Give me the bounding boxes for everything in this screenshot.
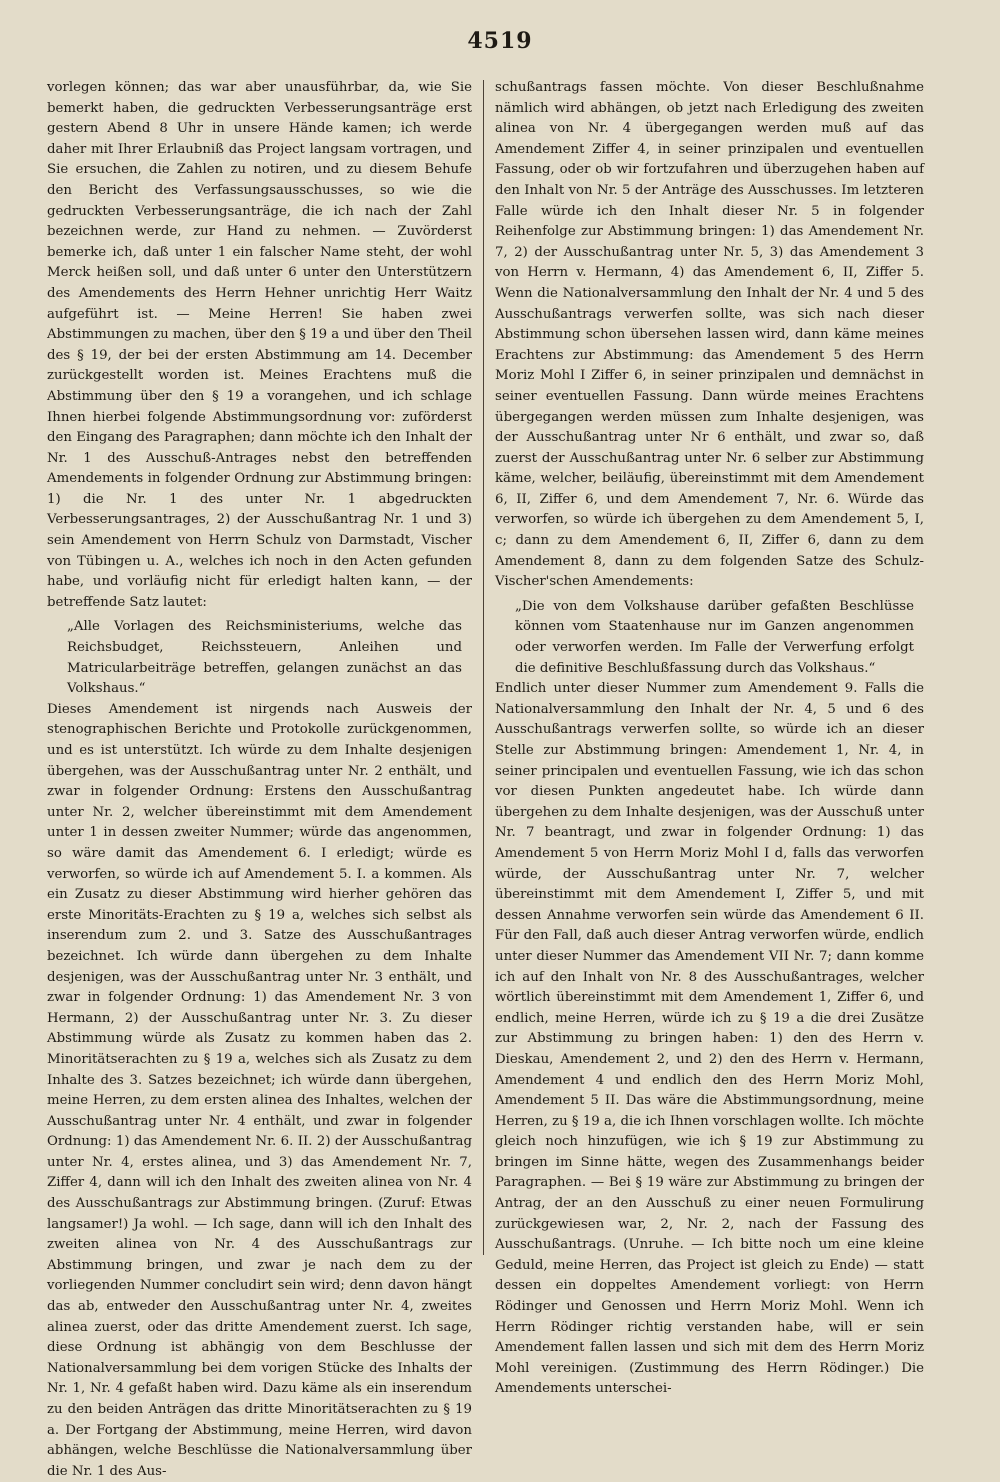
page-number: 4519 xyxy=(467,28,533,54)
right-column xyxy=(495,78,924,1397)
left-quote: „Alle Vorlagen des Reichsministeriums, welche das Reichsbudget, Reichssteuern, Anleihen und Matricularbeiträge betreffen, gelangen zunächst an das Volkshaus.“ xyxy=(67,619,462,697)
column-divider xyxy=(483,80,484,1255)
left-column xyxy=(47,78,472,1479)
right-quote: „Die von dem Volkshause darüber gefaßten Beschlüsse können vom Staatenhause nur im Ganzen angenommen oder verworfen werden. Im Falle der Verwerfung erfolgt die definitive Beschlußfassung durch das Volkshaus.“ xyxy=(515,598,914,676)
left-paragraph-2: Dieses Amendement ist nirgends nach Ausweis der stenographischen Berichte und Protokolle zurückgenommen, und es ist unterstützt. Ich würde zu dem Inhalte desjenigen übergehen, was der Ausschußantrag unter Nr. 2 enthält, und zwar in folgender Ordnung: Erstens den Ausschußantrag unter Nr. 2, welcher übereinstimmt mit dem Amendement unter 1 in dessen zweiter Nummer; würde das angenommen, so wäre damit das Amendement 6. I erledigt; würde es verworfen, so würde ich auf Amendement 5. I. a kommen. Als ein Zusatz zu dieser Abstimmung wird hierher gehören das erste Minoritäts-Erachten zu § 19 a, welches sich selbst als inserendum zum 2. und 3. Satze des Ausschußantrages bezeichnet. Ich würde dann übergehen zu dem Inhalte desjenigen, was der Ausschußantrag unter Nr. 3 enthält, und zwar in folgender Ordnung: 1) das Amendement Nr. 3 von Hermann, 2) der Ausschußantrag unter Nr. 3. Zu dieser Abstimmung würde als Zusatz zu kommen haben das 2. Minoritätserachten zu § 19 a, welches sich als Zusatz zu dem Inhalte des 3. Satzes bezeichnet; ich würde dann übergehen, meine Herren, zu dem ersten alinea des Inhaltes, welchen der Ausschußantrag unter Nr. 4 enthält, und zwar in folgender Ordnung: 1) das Amendement Nr. 6. II. 2) der Ausschußantrag unter Nr. 4, erstes alinea, und 3) das Amendement Nr. 7, Ziffer 4, dann will ich den Inhalt des zweiten alinea von Nr. 4 des Ausschußantrags zur Abstimmung bringen. (Zuruf: Etwas langsamer!) Ja wohl. — Ich sage, dann will ich den Inhalt des zweiten alinea von Nr. 4 des Ausschußantrags zur Abstimmung bringen, und zwar je nach dem zu der vorliegenden Nummer concludirt sein wird; denn davon hängt das ab, entweder den Ausschußantrag unter Nr. 4, zweites alinea zuerst, oder das dritte Amendement zuerst. Ich sage, diese Ordnung ist abhängig von dem Beschlusse der Nationalversammlung bei dem vorigen Stücke des Inhalts der Nr. 1, Nr. 4 gefaßt haben wird. Dazu käme als ein inserendum zu den beiden Anträgen das dritte Minoritätserachten zu § 19 a. Der Fortgang der Abstimmung, meine Herren, wird davon abhängen, welche Beschlüsse die Nationalversammlung über die Nr. 1 des Aus- xyxy=(47,701,472,1479)
right-paragraph-2: Endlich unter dieser Nummer zum Amendement 9. Falls die Nationalversammlung den Inhalt der Nr. 4, 5 und 6 des Ausschußantrags verwerfen sollte, so würde ich an dieser Stelle zur Abstimmung bringen: Amendement 1, Nr. 4, in seiner principalen und eventuellen Fassung, wie ich das schon vor diesen Punkten angedeutet habe. Ich würde dann übergehen zu dem Inhalte desjenigen, was der Ausschuß unter Nr. 7 beantragt, und zwar in folgender Ordnung: 1) das Amendement 5 von Herrn Moriz Mohl I d, falls das verworfen würde, der Ausschußantrag unter Nr. 7, welcher übereinstimmt mit dem Amendement I, Ziffer 5, und mit dessen Annahme verworfen sein würde das Amendement 6 II. Für den Fall, daß auch dieser Antrag verworfen würde, endlich unter dieser Nummer das Amendement VII Nr. 7; dann komme ich auf den Inhalt von Nr. 8 des Ausschußantrages, welcher wörtlich übereinstimmt mit dem Amendement 1, Ziffer 6, und endlich, meine Herren, würde ich zu § 19 a die drei Zusätze zur Abstimmung zu bringen haben: 1) den des Herrn v. Dieskau, Amendement 2, und 2) den des Herrn v. Hermann, Amendement 4 und endlich den des Herrn Moriz Mohl, Amendement 5 II. Das wäre die Abstimmungsordnung, meine Herren, zu § 19 a, die ich Ihnen vorschlagen wollte. Ich möchte gleich noch hinzufügen, wie ich § 19 zur Abstimmung zu bringen im Sinne hätte, wegen des Zusammenhangs beider Paragraphen. — Bei § 19 wäre zur Abstimmung zu bringen der Antrag, der an den Ausschuß zu einer neuen Formulirung zurückgewiesen war, 2, Nr. 2, nach der Fassung des Ausschußantrags. (Unruhe. — Ich bitte noch um eine kleine Geduld, meine Herren, das Project ist gleich zu Ende) — statt dessen ein doppeltes Amendement vorliegt: von Herrn Rödinger und Genossen und Herrn Moriz Mohl. Wenn ich Herrn Rödinger richtig verstanden habe, will er sein Amendement fallen lassen und sich mit dem des Herrn Moriz Mohl vereinigen. (Zustimmung des Herrn Rödinger.) Die Amendements unterschei- xyxy=(495,681,924,1397)
left-paragraph-1: vorlegen können; das war aber unausführbar, da, wie Sie bemerkt haben, die gedruckten Verbesserungsanträge erst gestern Abend 8 Uhr in unsere Hände kamen; ich werde daher mit Ihrer Erlaubniß das Project langsam vortragen, und Sie ersuchen, die Zahlen zu notiren, und zu diesem Behufe den Bericht des Verfassungsausschusses, so wie die gedruckten Verbesserungsanträge, die ich nach der Zahl bezeichnen werde, zur Hand zu nehmen. — Zuvörderst bemerke ich, daß unter 1 ein falscher Name steht, der wohl Merck heißen soll, und daß unter 6 unter den Unterstützern des Amendements des Herrn Hehner unrichtig Herr Waitz aufgeführt ist. — Meine Herren! Sie haben zwei Abstimmungen zu machen, über den § 19 a und über den Theil des § 19, der bei der ersten Abstimmung am 14. December zurückgestellt worden ist. Meines Erachtens muß die Abstimmung über den § 19 a vorangehen, und ich schlage Ihnen hierbei folgende Abstimmungsordnung vor: zuförderst den Eingang des Paragraphen; dann möchte ich den Inhalt der Nr. 1 des Ausschuß-Antrages nebst den betreffenden Amendements in folgender Ordnung zur Abstimmung bringen: 1) die Nr. 1 des unter Nr. 1 abgedruckten Verbesserungsantrages, 2) der Ausschußantrag Nr. 1 und 3) sein Amendement von Herrn Schulz von Darmstadt, Vischer von Tübingen u. A., welches ich noch in den Acten gefunden habe, und vorläufig nicht für erledigt halten kann, — der betreffende Satz lautet: xyxy=(47,80,472,610)
right-paragraph-1: schußantrags fassen möchte. Von dieser Beschlußnahme nämlich wird abhängen, ob jetzt nach Erledigung des zweiten alinea von Nr. 4 übergegangen werden muß auf das Amendement Ziffer 4, in seiner prinzipalen und eventuellen Fassung, oder ob wir fortzufahren und überzugehen haben auf den Inhalt von Nr. 5 der Anträge des Ausschusses. Im letzteren Falle würde ich den Inhalt dieser Nr. 5 in folgender Reihenfolge zur Abstimmung bringen: 1) das Amendement Nr. 7, 2) der Ausschußantrag unter Nr. 5, 3) das Amendement 3 von Herrn v. Hermann, 4) das Amendement 6, II, Ziffer 5. Wenn die Nationalversammlung den Inhalt der Nr. 4 und 5 des Ausschußantrags verwerfen sollte, was sich nach dieser Abstimmung schon übersehen lassen wird, dann käme meines Erachtens zur Abstimmung: das Amendement 5 des Herrn Moriz Mohl I Ziffer 6, in seiner prinzipalen und demnächst in seiner eventuellen Fassung. Dann würde meines Erachtens übergegangen werden müssen zum Inhalte desjenigen, was der Ausschußantrag unter Nr 6 enthält, und zwar so, daß zuerst der Ausschußantrag unter Nr. 6 selber zur Abstimmung käme, welcher, beiläufig, übereinstimmt mit dem Amendement 6, II, Ziffer 6, und dem Amendement 7, Nr. 6. Würde das verworfen, so würde ich übergehen zu dem Amendement 5, I, c; dann zu dem Amendement 6, II, Ziffer 6, dann zu dem Amendement 8, dann zu dem folgenden Satze des Schulz-Vischer'schen Amendements: xyxy=(495,80,924,590)
